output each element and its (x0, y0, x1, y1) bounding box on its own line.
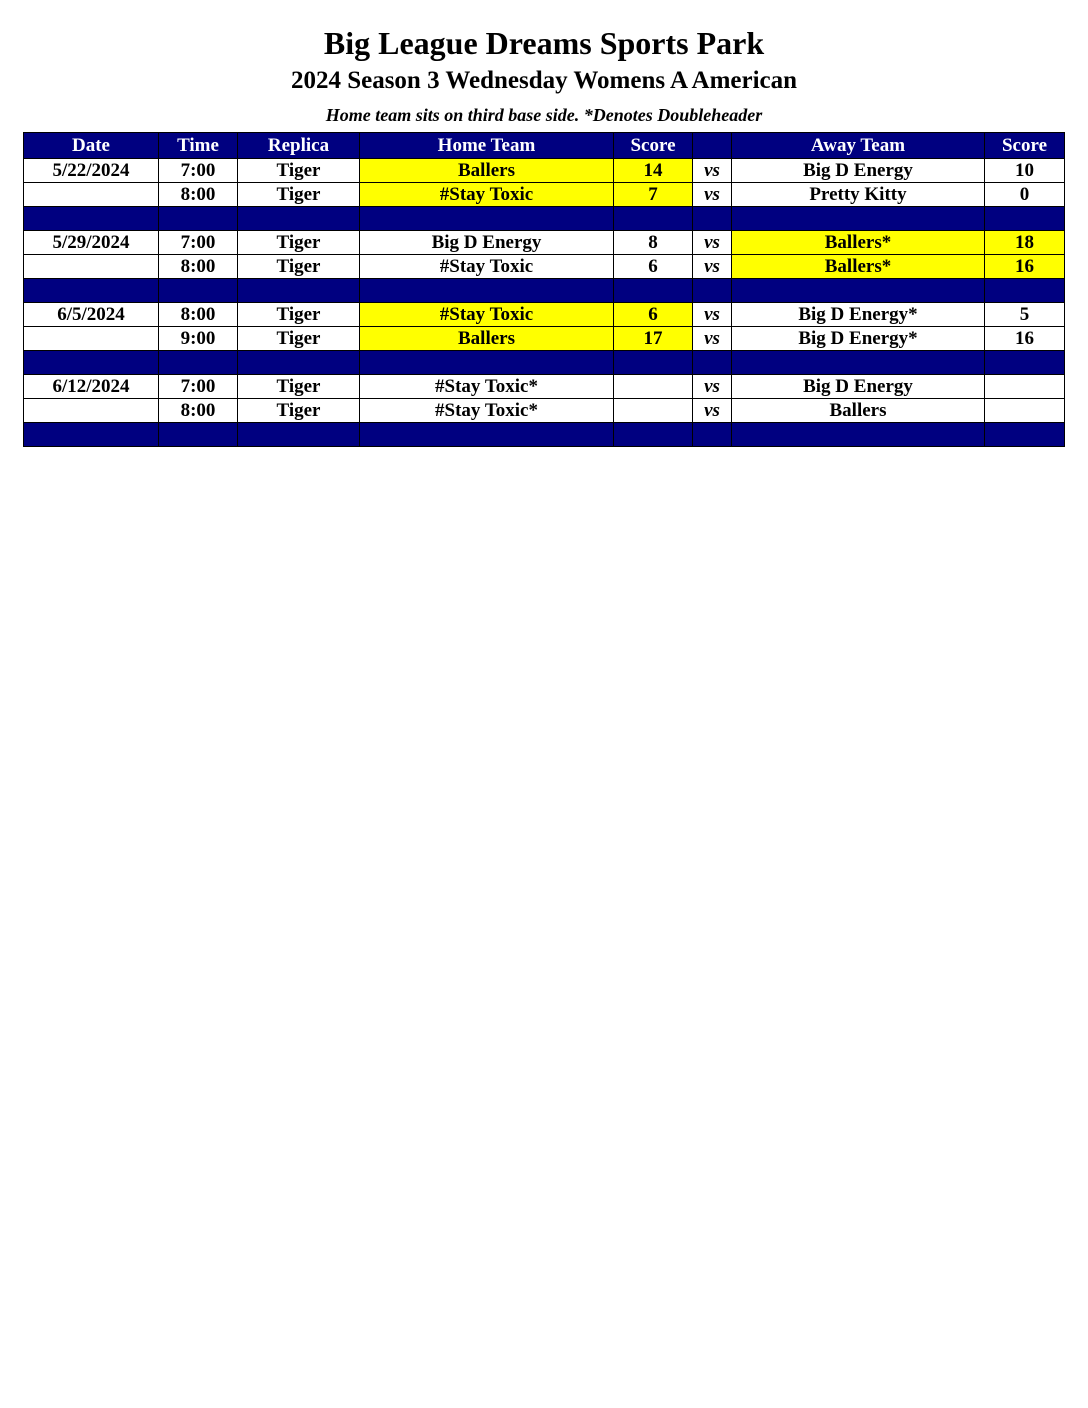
page-title: Big League Dreams Sports Park (323, 25, 765, 61)
column-header-away-score: Score (985, 133, 1065, 159)
game-date: 6/5/2024 (24, 303, 159, 327)
game-date (24, 183, 159, 207)
game-date (24, 327, 159, 351)
away-score: 16 (985, 327, 1065, 351)
game-replica: Tiger (238, 375, 360, 399)
game-row (24, 159, 1065, 183)
away-team: Ballers* (732, 231, 985, 255)
versus-label: vs (693, 183, 732, 207)
game-row (24, 399, 1065, 423)
game-time: 8:00 (159, 399, 238, 423)
home-team: #Stay Toxic (360, 183, 614, 207)
game-row (24, 375, 1065, 399)
versus-label: vs (693, 231, 732, 255)
home-team: Ballers (360, 159, 614, 183)
week-separator (24, 423, 1065, 447)
home-score: 14 (614, 159, 693, 183)
column-header-time: Time (159, 133, 238, 159)
home-score (614, 399, 693, 423)
game-replica: Tiger (238, 183, 360, 207)
home-score: 7 (614, 183, 693, 207)
column-header-date: Date (24, 133, 159, 159)
game-date (24, 399, 159, 423)
game-replica: Tiger (238, 399, 360, 423)
away-team: Ballers (732, 399, 985, 423)
game-replica: Tiger (238, 159, 360, 183)
game-time: 8:00 (159, 255, 238, 279)
column-header-home-score: Score (614, 133, 693, 159)
column-header-replica: Replica (238, 133, 360, 159)
home-team: #Stay Toxic* (360, 399, 614, 423)
versus-label: vs (693, 327, 732, 351)
versus-label: vs (693, 399, 732, 423)
game-date: 5/29/2024 (24, 231, 159, 255)
away-score: 5 (985, 303, 1065, 327)
game-row (24, 303, 1065, 327)
home-score: 6 (614, 303, 693, 327)
game-row (24, 327, 1065, 351)
doubleheader-note: Home team sits on third base side. *Denotes Doubleheader (325, 105, 763, 125)
game-replica: Tiger (238, 231, 360, 255)
game-row (24, 255, 1065, 279)
game-time: 8:00 (159, 303, 238, 327)
versus-label: vs (693, 159, 732, 183)
week-separator (24, 207, 1065, 231)
schedule-table (23, 132, 1065, 447)
column-header-home-team: Home Team (360, 133, 614, 159)
away-team: Big D Energy* (732, 327, 985, 351)
away-score (985, 399, 1065, 423)
home-score (614, 375, 693, 399)
column-header-vs (693, 133, 732, 159)
home-team: #Stay Toxic (360, 303, 614, 327)
header-row (24, 133, 1065, 159)
away-score: 16 (985, 255, 1065, 279)
home-score: 6 (614, 255, 693, 279)
away-score (985, 375, 1065, 399)
week-separator (24, 279, 1065, 303)
schedule-body (24, 159, 1065, 447)
away-score: 0 (985, 183, 1065, 207)
home-score: 8 (614, 231, 693, 255)
column-header-away-team: Away Team (732, 133, 985, 159)
game-time: 7:00 (159, 159, 238, 183)
away-score: 10 (985, 159, 1065, 183)
away-team: Big D Energy (732, 159, 985, 183)
game-row (24, 231, 1065, 255)
away-team: Big D Energy (732, 375, 985, 399)
game-replica: Tiger (238, 255, 360, 279)
game-time: 7:00 (159, 231, 238, 255)
home-score: 17 (614, 327, 693, 351)
away-team: Pretty Kitty (732, 183, 985, 207)
game-date: 6/12/2024 (24, 375, 159, 399)
page-subtitle: 2024 Season 3 Wednesday Womens A American (290, 67, 798, 94)
game-time: 7:00 (159, 375, 238, 399)
away-score: 18 (985, 231, 1065, 255)
away-team: Big D Energy* (732, 303, 985, 327)
home-team: #Stay Toxic (360, 255, 614, 279)
away-team: Ballers* (732, 255, 985, 279)
game-time: 8:00 (159, 183, 238, 207)
home-team: #Stay Toxic* (360, 375, 614, 399)
week-separator (24, 351, 1065, 375)
game-time: 9:00 (159, 327, 238, 351)
game-row (24, 183, 1065, 207)
game-date: 5/22/2024 (24, 159, 159, 183)
game-date (24, 255, 159, 279)
versus-label: vs (693, 255, 732, 279)
home-team: Ballers (360, 327, 614, 351)
versus-label: vs (693, 375, 732, 399)
game-replica: Tiger (238, 327, 360, 351)
versus-label: vs (693, 303, 732, 327)
game-replica: Tiger (238, 303, 360, 327)
home-team: Big D Energy (360, 231, 614, 255)
